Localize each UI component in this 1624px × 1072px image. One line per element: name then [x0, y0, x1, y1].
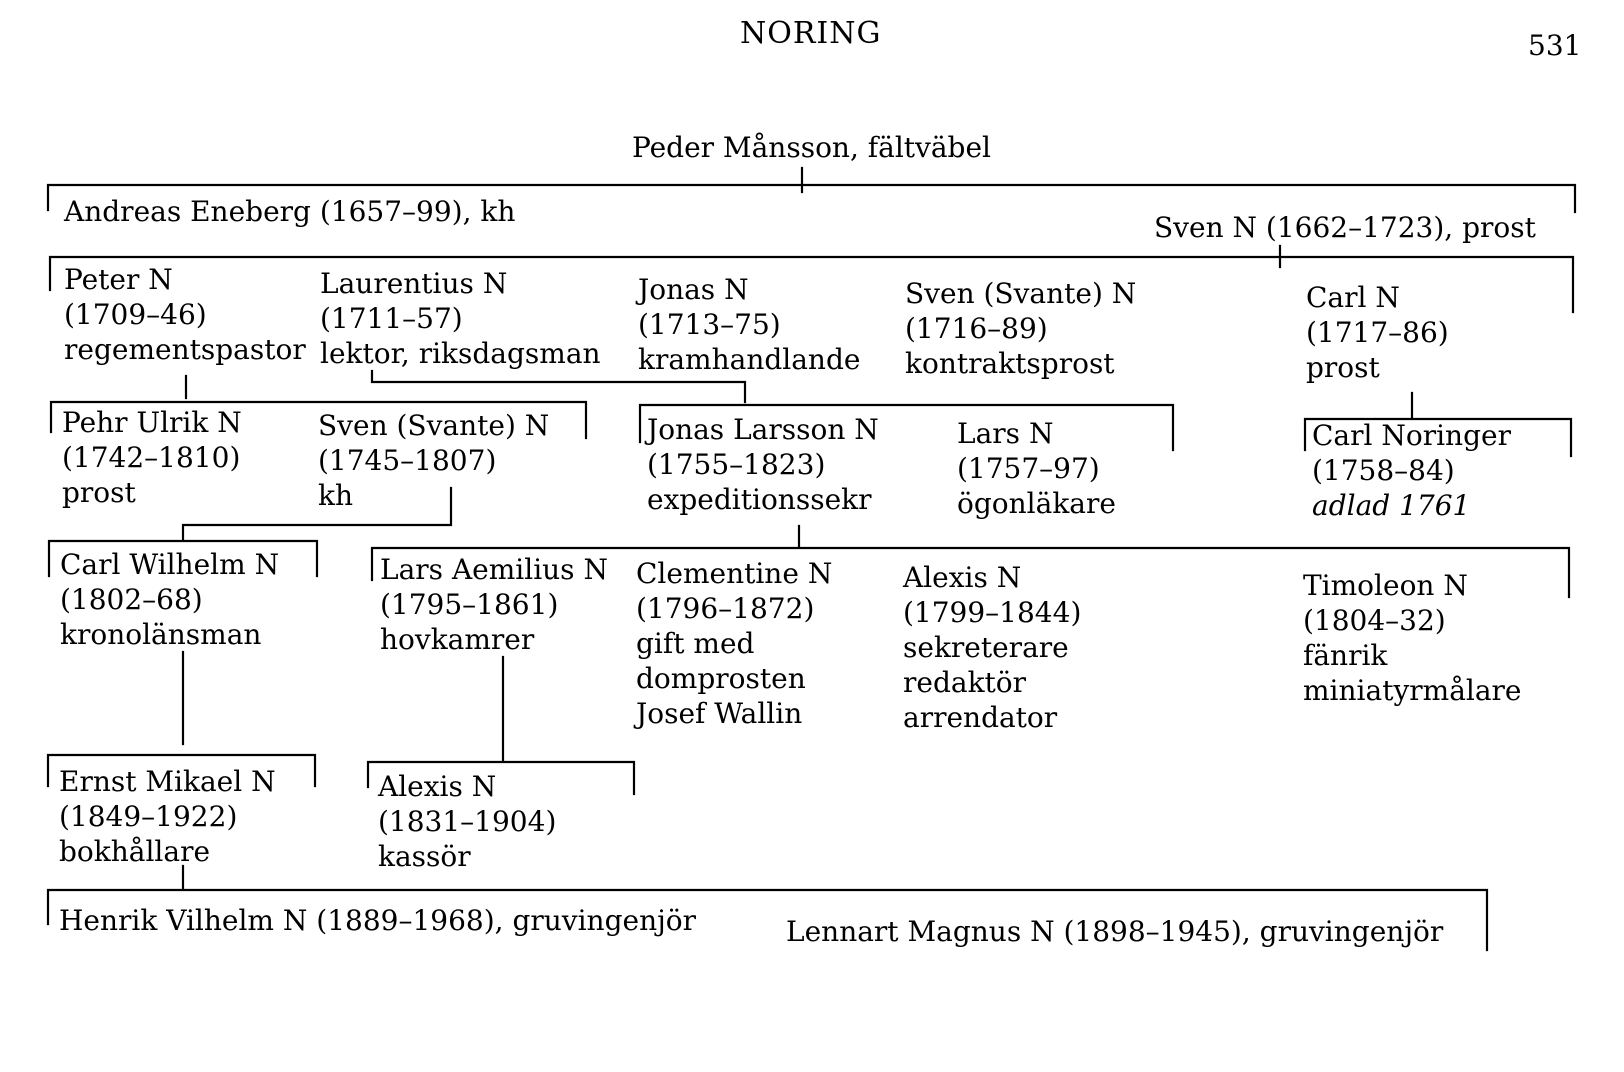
person-years: (1802–68)	[60, 583, 203, 616]
person-occupation: lektor, riksdagsman	[320, 337, 601, 370]
person-name: Lars Aemilius N	[380, 553, 608, 586]
person-years: (1716–89)	[905, 312, 1048, 345]
person-pehr-ulrik	[62, 405, 242, 510]
person-peter	[64, 262, 306, 367]
person-alexis-1831	[378, 769, 556, 874]
person-name: Jonas N	[638, 273, 749, 306]
person-occupation-line: fänrik	[1303, 639, 1388, 672]
person-occupation: kontraktsprost	[905, 347, 1115, 380]
person-andreas-eneberg: Andreas Eneberg (1657–99), kh	[64, 195, 516, 228]
person-years: (1709–46)	[64, 298, 207, 331]
person-carl-wilhelm	[60, 547, 279, 652]
person-years: (1713–75)	[638, 308, 781, 341]
person-occupation: regementspastor	[64, 333, 306, 366]
person-carl-noringer	[1312, 418, 1511, 523]
person-lars-aemilius	[380, 552, 608, 657]
person-name: Sven (Svante) N	[318, 409, 550, 442]
person-name: Alexis N	[903, 561, 1022, 594]
person-sven-svante-1716	[905, 276, 1136, 381]
person-occupation: kh	[318, 479, 353, 512]
person-name: Lars N	[957, 417, 1054, 450]
person-ernst-mikael	[59, 764, 276, 869]
person-occupation: adlad 1761	[1312, 489, 1471, 522]
person-name: Peter N	[64, 263, 173, 296]
person-occupation-line: arrendator	[903, 701, 1058, 734]
root-person: Peder Månsson, fältväbel	[632, 131, 991, 164]
person-timoleon	[1303, 568, 1522, 708]
person-occupation: kramhandlande	[638, 343, 861, 376]
person-years: (1849–1922)	[59, 800, 238, 833]
person-years: (1745–1807)	[318, 444, 497, 477]
person-henrik-vilhelm: Henrik Vilhelm N (1889–1968), gruvingenjör	[59, 904, 697, 937]
person-years: (1711–57)	[320, 302, 463, 335]
person-name: Carl N	[1306, 281, 1400, 314]
person-occupation: ögonläkare	[957, 487, 1116, 520]
person-name: Alexis N	[378, 770, 497, 803]
person-sven-svante-1745	[318, 408, 549, 513]
family-name-title: NORING	[740, 16, 882, 51]
person-years: (1742–1810)	[62, 441, 241, 474]
person-years: (1799–1844)	[903, 596, 1082, 629]
person-occupation-line: sekreterare	[903, 631, 1069, 664]
person-years: (1757–97)	[957, 452, 1100, 485]
person-name: Pehr Ulrik N	[62, 406, 242, 439]
person-occupation: prost	[62, 476, 136, 509]
person-occupation-line: Josef Wallin	[636, 697, 803, 730]
person-occupation: kassör	[378, 840, 471, 873]
person-name: Clementine N	[636, 557, 833, 590]
person-occupation: expeditionssekr	[647, 483, 872, 516]
person-years: (1831–1904)	[378, 805, 557, 838]
person-occupation: hovkamrer	[380, 623, 535, 656]
person-years: (1717–86)	[1306, 316, 1449, 349]
person-name: Carl Wilhelm N	[60, 548, 280, 581]
person-jonas	[638, 272, 860, 377]
person-years: (1795–1861)	[380, 588, 559, 621]
person-occupation-line: miniatyrmålare	[1303, 674, 1522, 707]
person-sven-1662: Sven N (1662–1723), prost	[1154, 211, 1536, 244]
person-years: (1804–32)	[1303, 604, 1446, 637]
person-years: (1755–1823)	[647, 448, 826, 481]
person-laurentius	[320, 266, 601, 371]
person-occupation-line: gift med	[636, 627, 755, 660]
person-years: (1758–84)	[1312, 454, 1455, 487]
person-clementine	[636, 556, 832, 731]
page-number: 531	[1528, 29, 1582, 62]
person-occupation-line: redaktör	[903, 666, 1027, 699]
person-name: Jonas Larsson N	[647, 413, 879, 446]
person-lennart-magnus: Lennart Magnus N (1898–1945), gruvingenjör	[786, 915, 1444, 948]
person-occupation: bokhållare	[59, 835, 211, 868]
person-name: Ernst Mikael N	[59, 765, 276, 798]
person-name: Sven (Svante) N	[905, 277, 1137, 310]
person-jonas-larsson	[647, 412, 879, 517]
person-name: Carl Noringer	[1312, 419, 1511, 452]
person-name: Timoleon N	[1303, 569, 1468, 602]
person-occupation: prost	[1306, 351, 1380, 384]
person-name: Laurentius N	[320, 267, 508, 300]
person-occupation-line: domprosten	[636, 662, 806, 695]
person-carl	[1306, 280, 1449, 385]
person-lars	[957, 416, 1116, 521]
person-alexis-1799	[903, 560, 1081, 735]
person-occupation: kronolänsman	[60, 618, 262, 651]
person-years: (1796–1872)	[636, 592, 815, 625]
